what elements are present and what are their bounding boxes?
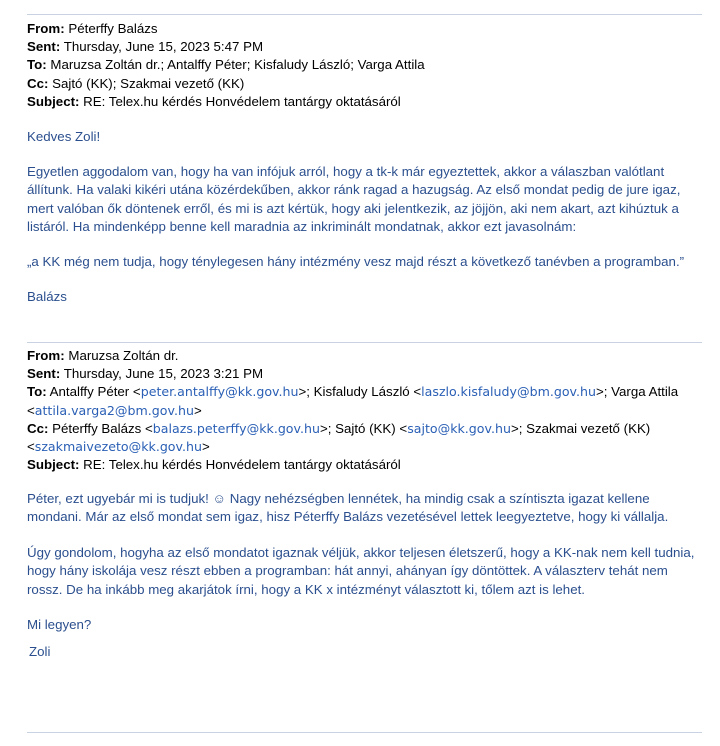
email1-from-row: From: Péterffy Balázs xyxy=(27,21,158,36)
email1-signature: Balázs xyxy=(27,289,67,304)
email1-to-row: To: Maruzsa Zoltán dr.; Antalffy Péter; Kisfaludy László; Varga Attila xyxy=(27,57,425,73)
email2-to-row-cont: <attila.varga2@bm.gov.hu> xyxy=(27,402,202,418)
email1-quote: „a KK még nem tudja, hogy ténylegesen hány intézmény vesz majd részt a következő tanévben a programban.” xyxy=(27,254,685,269)
email1-sent-row: Sent: Thursday, June 15, 2023 5:47 PM xyxy=(27,39,264,55)
email1-subject: RE: Telex.hu kérdés Honvédelem tantárgy oktatásáról xyxy=(83,93,401,109)
email2-question: Mi legyen? xyxy=(27,617,92,632)
email2-paragraph-1: Péter, ezt ugyebár mi is tudjuk! ☺ Nagy nehézségben lennétek, ha mindig csak a színtiszta igazat kellene mondani. Már az első mondat sem igaz, hisz Péterffy Balázs vezetésével lettek leegyeztetve, hogy ki vállalja. xyxy=(27,491,669,525)
email-link-sajto[interactable]: sajto@kk.gov.hu xyxy=(407,420,511,436)
email2-signature: Zoli xyxy=(29,644,51,659)
email1-to: Maruzsa Zoltán dr.; Antalffy Péter; Kisfaludy László; Varga Attila xyxy=(50,57,425,73)
bottom-divider xyxy=(27,732,702,733)
email2-cc-row: Cc: Péterffy Balázs <balazs.peterffy@kk.gov.hu>; Sajtó (KK) <sajto@kk.gov.hu>; Szakmai vezető (KK) xyxy=(27,420,651,436)
email-link-peter-antalffy[interactable]: peter.antalffy@kk.gov.hu xyxy=(140,384,299,400)
reply-divider xyxy=(27,342,702,343)
top-divider xyxy=(27,14,702,15)
email-link-szakmaivezeto[interactable]: szakmaivezeto@kk.gov.hu xyxy=(34,439,202,455)
email1-paragraph-1: Egyetlen aggodalom van, hogy ha van infójuk arról, hogy a tk-k már egyeztettek, akkor a válaszban valótlant állítunk. Ha valaki kikéri utána közérdekűben, akkor ránk ragad a hazugság. Az első mondat pedig de jure igaz, mert valóban ők döntenek erről, és mi is azt kértük, hogy aki jelentkezik, az jöjjön, aki nem akart, azt kihúztuk a listáról. Ha mindenképp benne kell maradnia az inkriminált mondatnak, akkor ezt javasolnám: xyxy=(27,164,681,235)
email-link-balazs-peterffy[interactable]: balazs.peterffy@kk.gov.hu xyxy=(152,420,320,436)
email1-subject-row: Subject: RE: Telex.hu kérdés Honvédelem tantárgy oktatásáról xyxy=(27,93,401,109)
email-link-laszlo-kisfaludy[interactable]: laszlo.kisfaludy@bm.gov.hu xyxy=(421,384,596,400)
email2-sent: Thursday, June 15, 2023 3:21 PM xyxy=(63,366,264,382)
email-link-attila-varga[interactable]: attila.varga2@bm.gov.hu xyxy=(34,402,194,418)
email1-greeting: Kedves Zoli! xyxy=(27,129,101,144)
email2-paragraph-2: Úgy gondolom, hogyha az első mondatot igaznak véljük, akkor teljesen életszerű, hogy a KK-nak nem kell tudnia, hogy hány iskolája vesz részt ebben a programban: hát annyi, ahányan így döntöttek. A választerv tehát nem rossz. De ha inkább meg akarjátok írni, hogy a KK x intézményt választott ki, tőlem azt is lehet. xyxy=(27,545,695,597)
email2-subject-row: Subject: RE: Telex.hu kérdés Honvédelem tantárgy oktatásáról xyxy=(27,457,401,473)
email1-from: Péterffy Balázs xyxy=(68,21,158,36)
email2-from: Maruzsa Zoltán dr. xyxy=(68,348,179,363)
email2-from-row: From: Maruzsa Zoltán dr. xyxy=(27,348,179,363)
email2-subject: RE: Telex.hu kérdés Honvédelem tantárgy oktatásáról xyxy=(83,457,401,473)
email1-sent: Thursday, June 15, 2023 5:47 PM xyxy=(63,39,264,55)
email2-header xyxy=(27,347,702,474)
email2-to-row: To: Antalffy Péter <peter.antalffy@kk.gov.hu>; Kisfaludy László <laszlo.kisfaludy@bm.gov.hu>; Varga Attila xyxy=(27,384,679,400)
email2-cc-row-cont: <szakmaivezeto@kk.gov.hu> xyxy=(27,439,210,455)
email1-header xyxy=(27,20,702,111)
email2-sent-row: Sent: Thursday, June 15, 2023 3:21 PM xyxy=(27,366,264,382)
email1-cc: Sajtó (KK); Szakmai vezető (KK) xyxy=(52,75,245,91)
email1-cc-row: Cc: Sajtó (KK); Szakmai vezető (KK) xyxy=(27,75,245,91)
